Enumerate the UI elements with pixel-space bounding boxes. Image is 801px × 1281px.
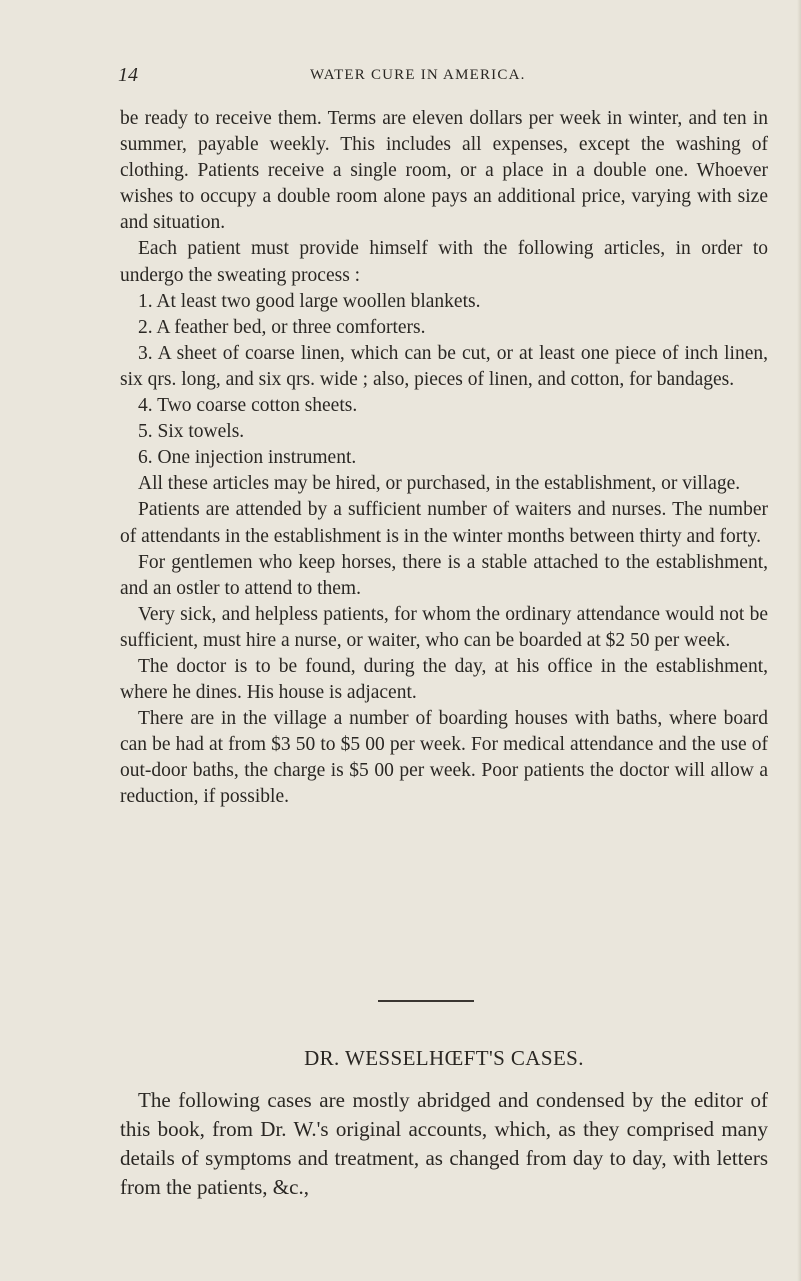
list-item: 2. A feather bed, or three comforters. bbox=[138, 316, 426, 338]
list-item: 1. At least two good large woollen blankets. bbox=[138, 290, 481, 312]
body-text bbox=[120, 106, 768, 811]
paragraph: be ready to receive them. Terms are eleven dollars per week in winter, and ten in summer, payable weekly. This includes all expenses, except the washing of clothing. Patients receive a single room, or a place in a double one. Whoever wishes to occupy a double room alone pays an additional price, varying with size and situation. bbox=[120, 108, 768, 234]
page-header bbox=[118, 64, 768, 90]
paragraph: The following cases are mostly abridged and condensed by the editor of this book, from Dr. W.'s original accounts, which, as they comprised many details of symptoms and treatment, as changed from day to day, with letters from the patients, &c., bbox=[120, 1088, 768, 1199]
section-body bbox=[120, 1086, 768, 1202]
paragraph: There are in the village a number of boarding houses with baths, where board can be had at from $3 50 to $5 00 per week. For medical attendance and the use of out-door baths, the charge is $5 00 per week. Poor patients the doctor will allow a reduction, if possible. bbox=[120, 708, 768, 808]
list-item: 6. One injection instrument. bbox=[138, 447, 357, 469]
paragraph: Each patient must provide himself with the following articles, in order to undergo the sweating process : bbox=[120, 238, 768, 286]
running-head: WATER CURE IN AMERICA. bbox=[310, 67, 526, 83]
section-title: DR. WESSELHŒFT'S CASES. bbox=[304, 1046, 584, 1070]
section-divider bbox=[378, 1000, 474, 1002]
paragraph: The doctor is to be found, during the day, at his office in the establishment, where he dines. His house is adjacent. bbox=[120, 655, 768, 704]
list-item: 4. Two coarse cotton sheets. bbox=[138, 395, 358, 417]
paragraph: All these articles may be hired, or purchased, in the establishment, or village. bbox=[138, 473, 741, 495]
paragraph: Patients are attended by a sufficient number of waiters and nurses. The number of attendants in the establishment is in the winter months between thirty and forty. bbox=[120, 499, 768, 547]
list-item: 3. A sheet of coarse linen, which can be cut, or at least one piece of inch linen, six qrs. long, and six qrs. wide ; also, pieces of linen, and cotton, for bandages. bbox=[120, 342, 768, 390]
page-number: 14 bbox=[118, 64, 138, 86]
list-item: 5. Six towels. bbox=[138, 421, 245, 443]
paragraph: Very sick, and helpless patients, for whom the ordinary attendance would not be sufficient, must hire a nurse, or waiter, who can be boarded at $2 50 per week. bbox=[120, 603, 768, 651]
paragraph: For gentlemen who keep horses, there is a stable attached to the establishment, and an ostler to attend to them. bbox=[120, 551, 768, 599]
page-edge-shadow bbox=[797, 0, 801, 1281]
